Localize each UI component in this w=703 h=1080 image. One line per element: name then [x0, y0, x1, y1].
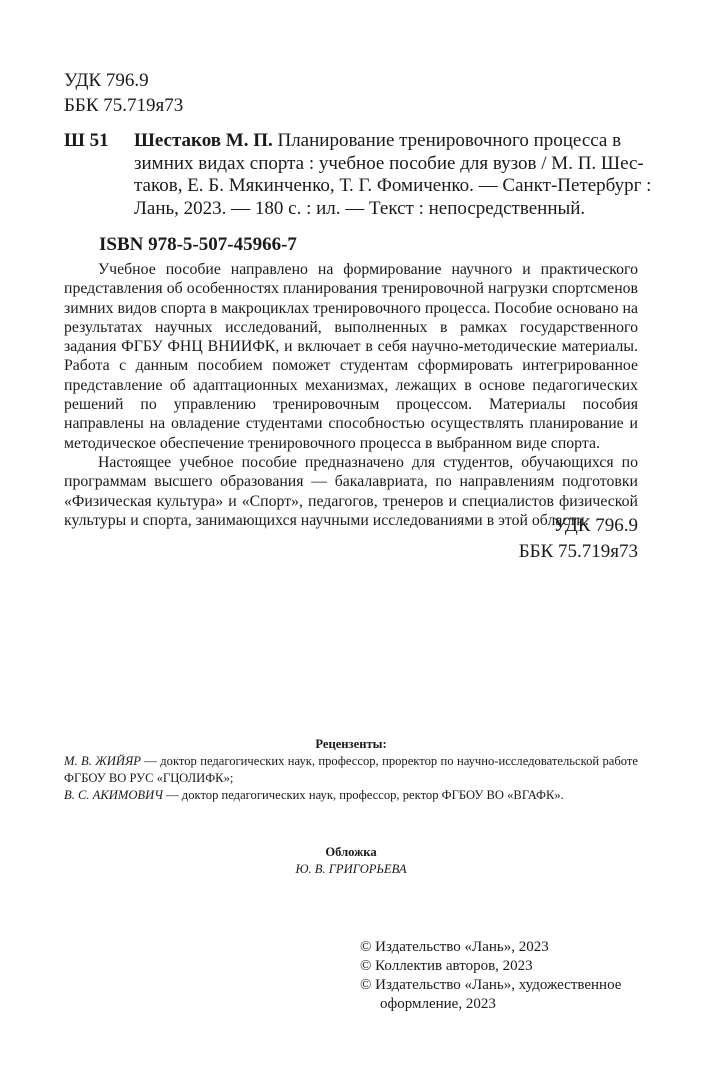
- bibliographic-entry: [64, 130, 654, 220]
- copyright-line-2: © Коллектив авторов, 2023: [360, 958, 533, 974]
- annotation: [64, 260, 638, 530]
- author-mark: Ш 51: [64, 130, 109, 151]
- main-author: Шестаков М. П.: [134, 130, 273, 151]
- reviewers-heading: Рецензенты:: [315, 737, 387, 751]
- udk-code-top: УДК 796.9: [64, 70, 149, 91]
- reviewer-1: [64, 753, 638, 787]
- entry-line-1: Планирование тренировочного процесса в: [272, 130, 622, 151]
- annotation-paragraph-2: Настоящее учебное пособие предназначено для студентов, обучающихся по программам высшего образования — бакалавриата, по направлениям подготовки «Физическая культура» и «Спорт», педагогов, тренеров и специалистов физической культуры и спорта, занимающихся научными исследованиями в этой области.: [64, 453, 638, 529]
- reviewer-2-name: В. С. АКИМОВИЧ: [64, 788, 163, 802]
- cover-heading: Обложка: [325, 845, 377, 859]
- cover-designer: Ю. В. ГРИГОРЬЕВА: [295, 862, 407, 876]
- reviewer-1-details: — доктор педагогических наук, профессор, проректор по научно-исследовательской работе ФГБОУ ВО РУС «ГЦОЛИФК»;: [64, 754, 638, 785]
- cover-credit: [64, 844, 638, 878]
- isbn: ISBN 978-5-507-45966-7: [99, 234, 297, 255]
- copyright-line-1: © Издательство «Лань», 2023: [360, 939, 549, 955]
- annotation-paragraph-1: Учебное пособие направлено на формирование научного и практического представления об особенностях планирования тренировочной нагрузки спортсменов зимних видов спорта в макроциклах тренировочного процесса. Пособие основано на результатах научных исследований, выполненных в рамках государственного задания ФГБУ ФНЦ ВНИИФК, и включает в себя научно-методические материалы. Работа с данным пособием поможет студентам сформировать интегрированное представление об адаптационных механизмах, лежащих в основе педагогических решений по управлению тренировочным процессом. Материалы пособия направлены на овладение студентами способностью осуществлять планирование и методическое обеспечение тренировочного процесса в выбранном виде спорта.: [64, 261, 638, 452]
- entry-line-2: зимних видах спорта : учебное пособие для вузов / М. П. Шес-: [134, 152, 644, 174]
- reviewers-block: [64, 736, 638, 804]
- copyright-line-3-cont: оформление, 2023: [380, 996, 496, 1012]
- reviewer-1-name: М. В. ЖИЙЯР: [64, 754, 141, 768]
- reviewer-2-details: — доктор педагогических наук, профессор, ректор ФГБОУ ВО «ВГАФК».: [162, 788, 564, 802]
- copyright-line-3: © Издательство «Лань», художественное: [360, 977, 622, 993]
- entry-line-3: таков, Е. Б. Мякинченко, Т. Г. Фомиченко. — Санкт-Петербург :: [134, 175, 652, 196]
- entry-line-4: Лань, 2023. — 180 с. : ил. — Текст : непосредственный.: [134, 197, 586, 219]
- reviewer-2: [64, 787, 638, 804]
- bbk-code-top: ББК 75.719я73: [64, 95, 184, 116]
- udk-code-bottom: УДК 796.9: [553, 515, 638, 536]
- bibliographic-description: [134, 130, 654, 220]
- copyright-block: [360, 938, 640, 1014]
- bbk-code-bottom: ББК 75.719я73: [518, 541, 638, 562]
